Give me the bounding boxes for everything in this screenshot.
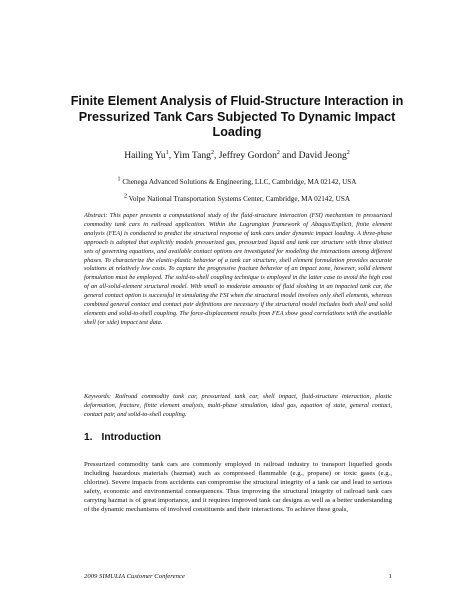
- abstract: Abstract: This paper presents a computational study of the fluid-structure interaction (FSI) mechanism in pressurized commodity tank cars in railroad application. Within the Lagrangian framework of Abaqus/Explicit, finite element analysis (FEA) is conducted to predict the structural response of tank cars under dynamic impact loading. A three-phase approach is adopted that explicitly models pressurized gas, pressurized liquid and tank car structure with three distinct sets of governing equations, and available contact options are investigated for modeling the interactions among different phases. To characterize the elastic-plastic behavior of a tank car structure, shell element formulation provides accurate solutions at relatively low costs. To capture the progressive fracture behavior of an impact zone, however, solid element formulation must be employed. The solid-to-shell coupling technique is employed in the latter case to avoid the high cost of an all-solid-element structural model. With small to moderate amounts of fluid sloshing in an impacted tank car, the general contact option is successful in simulating the FSI when the structural model involves only shell elements, whereas combined general contact and contact pair definitions are necessary if the structural model includes both shell and solid elements and solid-to-shell coupling. The force-displacement results from FEA show good correlations with the available shell (or side) impact test data.: [84, 212, 392, 326]
- page-number: 1: [388, 573, 392, 580]
- author-separator: ,: [213, 150, 219, 161]
- affiliation-text: Volpe National Transportation Systems Center, Cambridge, MA 02142, USA: [128, 195, 351, 203]
- author-name: Yim Tang: [173, 150, 211, 161]
- section-number: 1.: [84, 432, 93, 443]
- affiliation: [60, 195, 414, 203]
- affiliation-marker: 1: [117, 176, 121, 183]
- author-name: Jeffrey Gordon: [218, 150, 277, 161]
- section-heading: [84, 432, 161, 443]
- author-affiliation-marker: 2: [346, 149, 350, 156]
- affiliation-text: Chenega Advanced Solutions & Engineering, LLC, Cambridge, MA 02142, USA: [122, 178, 357, 186]
- author-name: Hailing Yu: [124, 150, 166, 161]
- keywords: Keywords: Railroad commodity tank car, pressurized tank car, shell impact, fluid-structure interaction, plastic deformation, fracture, finite element analysis, multi-phase simulation, ideal gas, equation of state, general contact, contact pair, and solid-to-shell coupling.: [84, 393, 392, 418]
- paper-title: Finite Element Analysis of Fluid-Structure Interaction in Pressurized Tank Cars Subjected To Dynamic Impact Loading: [70, 94, 404, 139]
- footer-conference: 2009 SIMULIA Customer Conference: [84, 573, 185, 580]
- author-separator: ,: [168, 150, 174, 161]
- author-separator: and: [279, 150, 299, 161]
- body-paragraph: Pressurized commodity tank cars are commonly employed in railroad industry to transport liquefied goods including hazardous materials (hazmat) such as compressed flammable (e.g., propane) or toxic gases (e.g., chlorine). Severe impacts from accidents can compromise the structural integrity of a tank car and lead to serious safety, economic and environmental consequences. Thus improving the structural integrity of railroad tank cars carrying hazmat is of great importance, and it requires improved tank car designs as well as a better understanding of the dynamic mechanisms of involved constituents and their interactions. To achieve these goals,: [84, 461, 392, 513]
- author-name: David Jeong: [298, 150, 347, 161]
- author-affiliation-marker: 1: [165, 149, 169, 156]
- author-affiliation-marker: 2: [276, 149, 280, 156]
- affiliation-marker: 2: [123, 193, 127, 200]
- affiliation: [60, 178, 414, 186]
- author-affiliation-marker: 2: [210, 149, 214, 156]
- author-line: [60, 150, 414, 161]
- section-title: Introduction: [101, 432, 161, 443]
